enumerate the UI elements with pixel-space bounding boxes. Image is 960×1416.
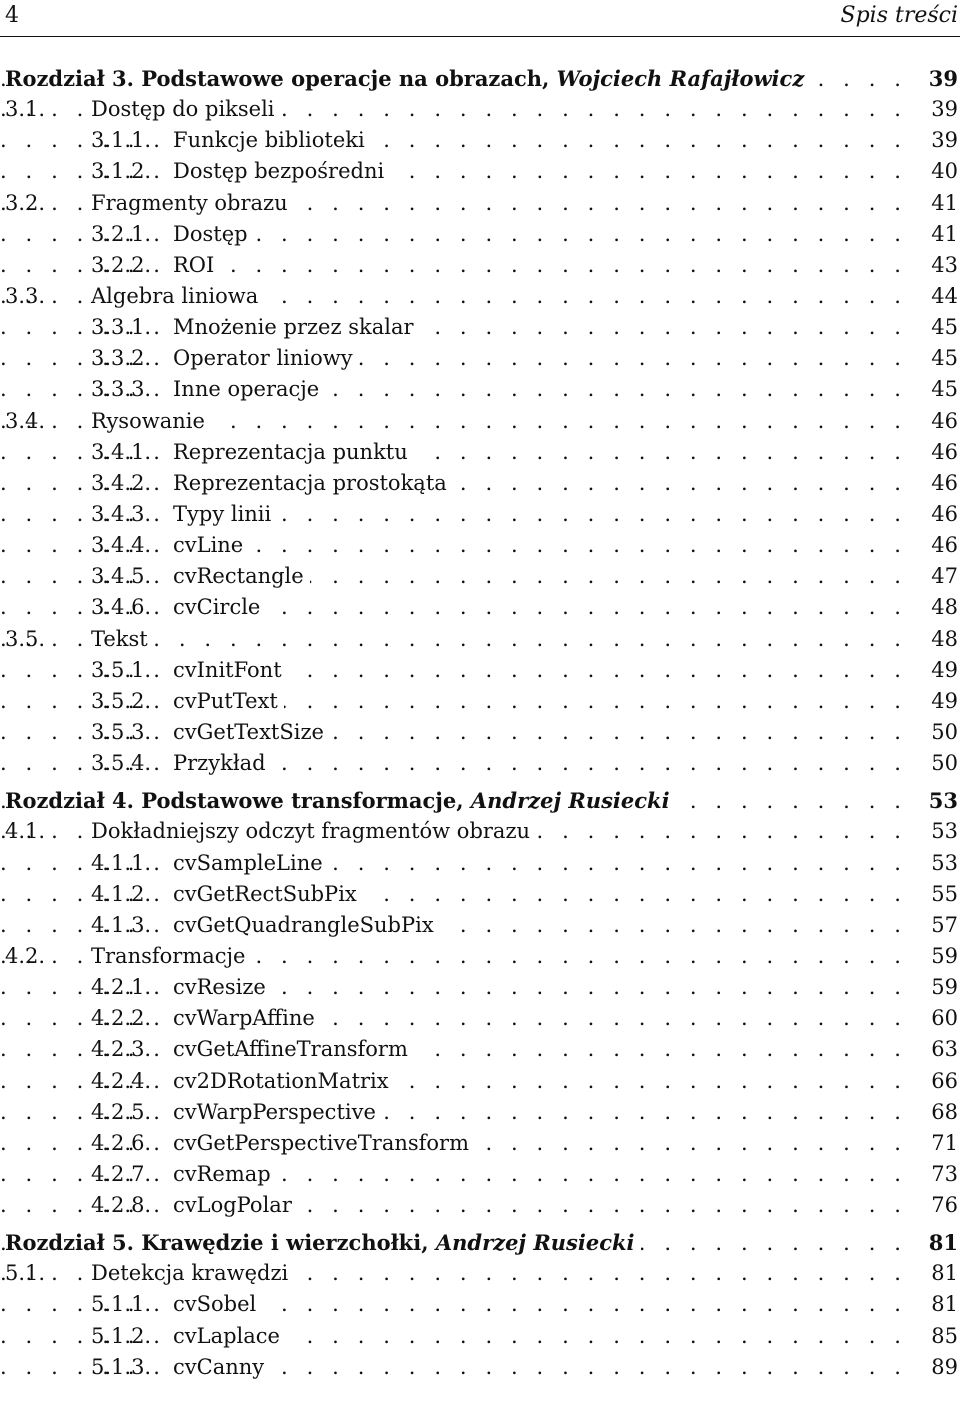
chapter-number: Rozdział 4. <box>5 788 134 814</box>
section-number: 4.2.4. <box>91 1068 152 1093</box>
section-number: 3.3.1. <box>91 315 152 340</box>
toc-entry[interactable] <box>0 910 960 941</box>
section-number: 3.1.2. <box>91 159 152 184</box>
page-header <box>5 3 958 37</box>
toc-entry[interactable] <box>0 1066 960 1097</box>
toc-entry-heading: Algebra liniowa <box>91 281 264 312</box>
table-of-contents <box>0 63 960 1383</box>
toc-entry[interactable] <box>0 1321 960 1352</box>
toc-entry-heading: cvLogPolar <box>173 1190 298 1221</box>
page-ref: 46 <box>931 470 958 495</box>
toc-entry[interactable] <box>0 1159 960 1190</box>
toc-entry[interactable] <box>0 125 960 156</box>
page-ref: 49 <box>931 688 958 713</box>
section-number: 3.3.2. <box>91 346 152 371</box>
page-ref: 46 <box>931 533 958 558</box>
section-number: 3.4.6. <box>91 595 152 620</box>
toc-entry[interactable] <box>0 941 960 972</box>
page-ref: 60 <box>931 1006 958 1031</box>
page-ref: 48 <box>931 595 958 620</box>
page-ref: 49 <box>931 657 958 682</box>
toc-entry-heading: cvGetAffineTransform <box>173 1034 414 1065</box>
chapter-number: Rozdział 3. <box>5 66 134 91</box>
header-rule <box>0 36 960 37</box>
toc-entry-heading: ROI <box>173 250 220 281</box>
page-ref: 73 <box>931 1161 958 1186</box>
toc-entry-heading: Inne operacje <box>173 374 325 405</box>
toc-entry[interactable] <box>0 281 960 312</box>
section-number: 3.5.3. <box>91 719 152 744</box>
page-ref: 53 <box>931 850 958 875</box>
page-ref: 53 <box>928 788 958 814</box>
toc-entry-heading: cvRemap <box>173 1159 277 1190</box>
toc-chapter-entry[interactable] <box>0 785 960 816</box>
toc-entry-heading: cvSampleLine <box>173 848 329 879</box>
toc-entry-heading: Przykład <box>173 748 272 779</box>
section-number: 3.4.5. <box>91 564 152 589</box>
page-ref: 57 <box>931 912 958 937</box>
chapter-author: Andrzej Rusiecki <box>470 788 670 814</box>
page-ref: 89 <box>931 1354 958 1379</box>
section-number: 5.1.1. <box>91 1292 152 1317</box>
chapter-author: Andrzej Rusiecki <box>435 1230 635 1256</box>
section-number: 3.5. <box>5 626 46 651</box>
toc-entry-heading: Dostęp do pikseli <box>91 94 281 125</box>
toc-entry-heading: Rysowanie <box>91 406 211 437</box>
page-ref: 68 <box>931 1099 958 1124</box>
section-number: 4.2.8. <box>91 1193 152 1218</box>
toc-entry[interactable] <box>0 655 960 686</box>
toc-entry-heading: cvInitFont <box>173 655 288 686</box>
toc-entry-heading: Dokładniejszy odczyt fragmentów obrazu <box>91 816 536 847</box>
chapter-title: Podstawowe operacje na obrazach, <box>141 66 550 91</box>
section-number: 4.2.7. <box>91 1161 152 1186</box>
toc-entry-heading: cvWarpAffine <box>173 1003 321 1034</box>
toc-entry-heading: Mnożenie przez skalar <box>173 312 420 343</box>
section-number: 3.4.3. <box>91 501 152 526</box>
section-number: 4.1. <box>5 819 46 844</box>
section-number: 5.1.2. <box>91 1323 152 1348</box>
toc-entry[interactable] <box>0 468 960 499</box>
page-ref: 40 <box>931 159 958 184</box>
page-ref: 44 <box>931 283 958 308</box>
page-ref: 39 <box>931 97 958 122</box>
toc-entry-heading: cvPutText <box>173 686 284 717</box>
toc-entry[interactable] <box>0 1258 960 1289</box>
page-ref: 59 <box>931 943 958 968</box>
page-ref: 46 <box>931 439 958 464</box>
section-number: 3.5.4. <box>91 751 152 776</box>
page-ref: 63 <box>931 1037 958 1062</box>
section-number: 3.2.1. <box>91 221 152 246</box>
section-number: 3.4.4. <box>91 533 152 558</box>
page-ref: 81 <box>928 1230 958 1256</box>
toc-entry-heading: Typy linii <box>173 499 277 530</box>
toc-entry-heading: cvGetTextSize <box>173 717 330 748</box>
toc-entry[interactable] <box>0 848 960 879</box>
section-number: 3.2. <box>5 190 46 215</box>
section-number: 3.5.1. <box>91 657 152 682</box>
toc-entry[interactable] <box>0 499 960 530</box>
chapter-title: Krawędzie i wierzchołki, <box>141 1230 429 1256</box>
toc-entry-heading: Operator liniowy <box>173 343 359 374</box>
toc-entry-heading: cvRectangle <box>173 561 310 592</box>
toc-entry[interactable] <box>0 561 960 592</box>
toc-entry[interactable] <box>0 1190 960 1221</box>
page-ref: 55 <box>931 881 958 906</box>
page-ref: 39 <box>931 128 958 153</box>
section-number: 3.3.3. <box>91 377 152 402</box>
section-number: 4.2.6. <box>91 1130 152 1155</box>
page-ref: 41 <box>931 190 958 215</box>
toc-entry-heading <box>5 63 810 94</box>
section-number: 3.4.2. <box>91 470 152 495</box>
section-number: 4.2. <box>5 943 46 968</box>
section-number: 4.1.3. <box>91 912 152 937</box>
page-ref: 66 <box>931 1068 958 1093</box>
toc-entry-heading: cvSobel <box>173 1289 262 1320</box>
toc-entry-heading: cvLine <box>173 530 249 561</box>
toc-entry-heading: cvCircle <box>173 592 266 623</box>
page-ref: 39 <box>928 66 958 91</box>
toc-entry[interactable] <box>0 748 960 779</box>
toc-entry[interactable] <box>0 406 960 437</box>
toc-entry-heading: cvGetPerspectiveTransform <box>173 1128 475 1159</box>
toc-entry[interactable] <box>0 1128 960 1159</box>
section-number: 4.2.1. <box>91 975 152 1000</box>
toc-entry[interactable] <box>0 1003 960 1034</box>
toc-entry-heading <box>5 785 676 816</box>
page-number: 4 <box>5 3 19 28</box>
toc-entry[interactable] <box>0 624 960 655</box>
toc-entry-heading: Detekcja krawędzi <box>91 1258 294 1289</box>
toc-entry[interactable] <box>0 1097 960 1128</box>
page-ref: 45 <box>931 377 958 402</box>
page-ref: 85 <box>931 1323 958 1348</box>
section-number: 3.4.1. <box>91 439 152 464</box>
page-ref: 50 <box>931 719 958 744</box>
toc-entry-heading: cvGetQuadrangleSubPix <box>173 910 440 941</box>
section-number: 4.2.2. <box>91 1006 152 1031</box>
page-ref: 71 <box>931 1130 958 1155</box>
toc-entry[interactable] <box>0 1289 960 1320</box>
page-ref: 41 <box>931 221 958 246</box>
toc-entry-heading: cvResize <box>173 972 272 1003</box>
page-ref: 81 <box>931 1261 958 1286</box>
toc-chapter-entry[interactable] <box>0 1227 960 1258</box>
toc-entry-heading: Dostęp <box>173 219 254 250</box>
toc-entry[interactable] <box>0 437 960 468</box>
section-number: 3.1.1. <box>91 128 152 153</box>
toc-entry[interactable] <box>0 972 960 1003</box>
page-ref: 59 <box>931 975 958 1000</box>
toc-entry-heading: Transformacje <box>91 941 251 972</box>
page-ref: 43 <box>931 252 958 277</box>
section-number: 3.4. <box>5 408 46 433</box>
toc-entry-heading: cv2DRotationMatrix <box>173 1066 395 1097</box>
section-number: 4.1.1. <box>91 850 152 875</box>
running-title: Spis treści <box>840 3 958 28</box>
page-ref: 47 <box>931 564 958 589</box>
page-ref: 81 <box>931 1292 958 1317</box>
chapter-author: Wojciech Rafajłowicz <box>556 66 805 91</box>
toc-entry-heading: cvLaplace <box>173 1321 286 1352</box>
toc-entry-heading: cvWarpPerspective <box>173 1097 382 1128</box>
toc-entry[interactable] <box>0 686 960 717</box>
toc-entry-heading: Dostęp bezpośredni <box>173 156 390 187</box>
toc-entry[interactable] <box>0 188 960 219</box>
toc-entry[interactable] <box>0 530 960 561</box>
toc-entry-heading: Funkcje biblioteki <box>173 125 371 156</box>
toc-entry[interactable] <box>0 312 960 343</box>
page-ref: 46 <box>931 408 958 433</box>
toc-entry[interactable] <box>0 717 960 748</box>
toc-entry[interactable] <box>0 219 960 250</box>
section-number: 3.5.2. <box>91 688 152 713</box>
chapter-title: Podstawowe transformacje, <box>141 788 464 814</box>
toc-entry[interactable] <box>0 1352 960 1383</box>
toc-entry-heading: Tekst <box>91 624 154 655</box>
toc-entry-heading: Fragmenty obrazu <box>91 188 294 219</box>
page-ref: 76 <box>931 1193 958 1218</box>
page-ref: 53 <box>931 819 958 844</box>
page-ref: 46 <box>931 501 958 526</box>
section-number: 3.1. <box>5 97 46 122</box>
section-number: 4.2.5. <box>91 1099 152 1124</box>
toc-entry-heading <box>5 1227 641 1258</box>
toc-entry-heading: cvGetRectSubPix <box>173 879 363 910</box>
section-number: 3.3. <box>5 283 46 308</box>
page-ref: 45 <box>931 315 958 340</box>
section-number: 5.1.3. <box>91 1354 152 1379</box>
toc-entry[interactable] <box>0 816 960 847</box>
toc-entry[interactable] <box>0 374 960 405</box>
toc-entry-heading: Reprezentacja prostokąta <box>173 468 453 499</box>
chapter-number: Rozdział 5. <box>5 1230 134 1256</box>
section-number: 4.2.3. <box>91 1037 152 1062</box>
toc-entry[interactable] <box>0 156 960 187</box>
toc-entry[interactable] <box>0 94 960 125</box>
section-number: 4.1.2. <box>91 881 152 906</box>
page-ref: 50 <box>931 751 958 776</box>
toc-entry[interactable] <box>0 250 960 281</box>
toc-entry-heading: Reprezentacja punktu <box>173 437 414 468</box>
toc-entry-heading: cvCanny <box>173 1352 270 1383</box>
page-ref: 45 <box>931 346 958 371</box>
toc-chapter-entry[interactable] <box>0 63 960 94</box>
toc-entry[interactable] <box>0 879 960 910</box>
toc-entry[interactable] <box>0 592 960 623</box>
section-number: 5.1. <box>5 1261 46 1286</box>
toc-entry[interactable] <box>0 1034 960 1065</box>
page-ref: 48 <box>931 626 958 651</box>
section-number: 3.2.2. <box>91 252 152 277</box>
toc-entry[interactable] <box>0 343 960 374</box>
